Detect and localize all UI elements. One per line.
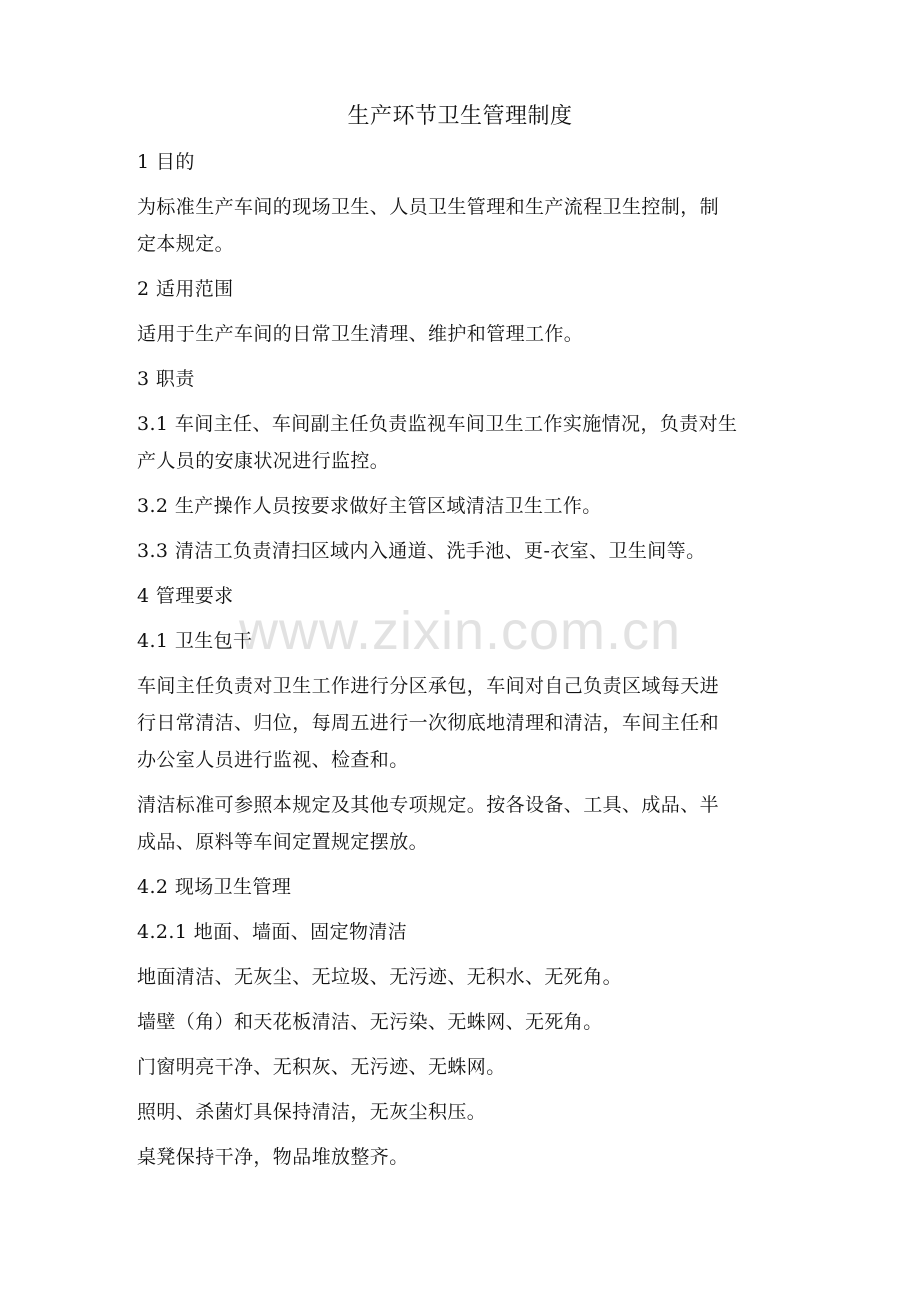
paragraph-section-4-2-1-heading: 4.2.1 地面、墙面、固定物清洁	[137, 921, 408, 943]
paragraph-section-2-heading: 2 适用范围	[137, 278, 234, 300]
paragraph-door-window-cleaning: 门窗明亮干净、无积灰、无污迹、无蛛网。	[137, 1056, 506, 1078]
paragraph-duty-3-2: 3.2 生产操作人员按要求做好主管区域清洁卫生工作。	[137, 495, 602, 517]
watermark-text: www.zixin.com.cn	[238, 601, 682, 661]
paragraph-purpose: 为标准生产车间的现场卫生、人员卫生管理和生产流程卫生控制，制 定本规定。	[137, 196, 720, 255]
document-body	[137, 144, 777, 1184]
paragraph-furniture-cleaning: 桌凳保持干净，物品堆放整齐。	[137, 1146, 409, 1168]
paragraph-section-4-1-heading: 4.1 卫生包干	[137, 630, 253, 652]
paragraph-section-4-2-heading: 4.2 现场卫生管理	[137, 876, 292, 898]
paragraph-duty-3-1: 3.1 车间主任、车间副主任负责监视车间卫生工作实施情况，负责对生 产人员的安康状况进行监控。	[137, 413, 738, 472]
paragraph-cleaning-standard: 清洁标准可参照本规定及其他专项规定。按各设备、工具、成品、半 成品、原料等车间定置规定摆放。	[137, 794, 720, 853]
paragraph-section-3-heading: 3 职责	[137, 368, 195, 390]
paragraph-section-4-heading: 4 管理要求	[137, 585, 234, 607]
paragraph-hygiene-contract: 车间主任负责对卫生工作进行分区承包，车间对自己负责区域每天进 行日常清洁、归位，每周五进行一次彻底地清理和清洁，车间主任和 办公室人员进行监视、检查和。	[137, 675, 720, 771]
paragraph-section-1-heading: 1 目的	[137, 151, 195, 173]
paragraph-floor-cleaning: 地面清洁、无灰尘、无垃圾、无污迹、无积水、无死角。	[137, 966, 623, 988]
paragraph-lighting-cleaning: 照明、杀菌灯具保持清洁，无灰尘积压。	[137, 1101, 487, 1123]
paragraph-duty-3-3: 3.3 清洁工负责清扫区域内入通道、洗手池、更-衣室、卫生间等。	[137, 540, 706, 562]
paragraph-wall-cleaning: 墙壁（角）和天花板清洁、无污染、无蛛网、无死角。	[137, 1011, 603, 1033]
paragraph-scope: 适用于生产车间的日常卫生清理、维护和管理工作。	[137, 323, 584, 345]
document-title: 生产环节卫生管理制度	[347, 104, 573, 129]
